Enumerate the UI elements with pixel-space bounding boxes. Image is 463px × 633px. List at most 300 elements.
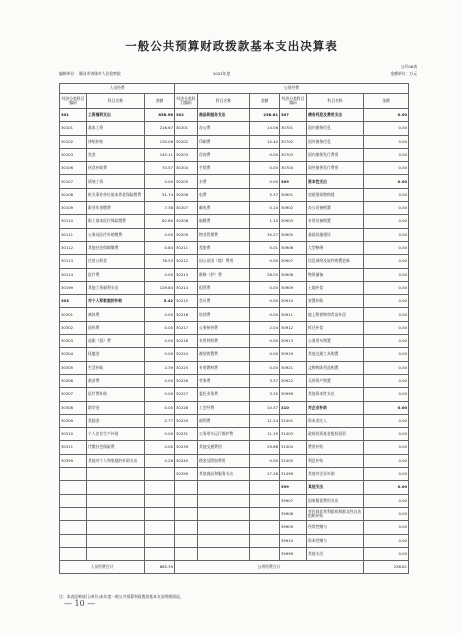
cell-item-name-3: 拆迁补偿	[307, 321, 364, 334]
cell-econ-code-2	[175, 507, 198, 520]
cell-econ-code	[60, 521, 87, 534]
cell-amount-3: 0.00	[364, 268, 409, 281]
cell-amount: 0.00	[145, 321, 175, 334]
cell-amount-3: 0.00	[364, 534, 409, 547]
cell-amount: 130.08	[145, 135, 175, 148]
cell-item-name: 其他对个人和家庭的补助支出	[87, 454, 145, 467]
cell-econ-code-3: 307	[280, 109, 307, 122]
table-row	[60, 468, 409, 481]
cell-amount-3: 0.00	[364, 162, 409, 175]
cell-econ-code-3: 39999	[280, 547, 307, 560]
cell-item-name-2: 印刷费	[198, 135, 250, 148]
public-total-label: 公用经费合计	[175, 561, 364, 574]
cell-amount-2: 3.37	[250, 374, 280, 387]
cell-econ-code-3: 30913	[280, 335, 307, 348]
cell-econ-code-2: 30213	[175, 268, 198, 281]
page-number: — 10 —	[64, 599, 96, 608]
cell-amount-2: 14.06	[250, 122, 280, 135]
cell-amount: 129.84	[145, 281, 175, 294]
table-row	[60, 348, 409, 361]
cell-item-name-3: 国内债务付息	[307, 122, 364, 135]
header-public: 公用经费	[175, 84, 409, 94]
cell-item-name-3: 无形资产购置	[307, 374, 364, 387]
personnel-total-value: 865.39	[145, 561, 175, 574]
cell-item-name-2: 电费	[198, 188, 250, 201]
cell-amount-2	[250, 534, 280, 547]
cell-econ-code-2: 30205	[175, 175, 198, 188]
cell-econ-code-2: 30227	[175, 388, 198, 401]
cell-item-name-3: 利息补贴	[307, 454, 364, 467]
cell-econ-code-3: 30922	[280, 374, 307, 387]
header-amount-3: 金额	[364, 94, 409, 109]
totals-row	[60, 561, 409, 574]
cell-amount-2: 0.00	[250, 348, 280, 361]
table-row	[60, 281, 409, 294]
table-row	[60, 507, 409, 520]
cell-econ-code-2: 30239	[175, 441, 198, 454]
cell-econ-code-2: 30231	[175, 428, 198, 441]
cell-econ-code-2: 30202	[175, 135, 198, 148]
cell-item-name: 伙食补助费	[87, 162, 145, 175]
cell-amount-2: 238.81	[250, 109, 280, 122]
cell-amount-3: 0.00	[364, 547, 409, 560]
cell-econ-code: 30107	[60, 175, 87, 188]
cell-item-name-3: 土地补偿	[307, 281, 364, 294]
cell-amount: 62.80	[145, 215, 175, 228]
cell-amount-3: 0.00	[364, 188, 409, 201]
cell-amount-3: 0.00	[364, 454, 409, 467]
cell-amount-3: 0.00	[364, 255, 409, 268]
cell-item-name: 医疗费	[87, 268, 145, 281]
cell-econ-code-3: 39907	[280, 494, 307, 507]
cell-econ-code: 30399	[60, 454, 87, 467]
cell-econ-code: 30109	[60, 202, 87, 215]
unit-label: 金额单位：万元	[390, 71, 417, 76]
cell-econ-code: 30114	[60, 268, 87, 281]
org-label: 编制单位：	[59, 71, 78, 76]
cell-item-name-3: 房屋建筑物购建	[307, 188, 364, 201]
cell-econ-code-2	[175, 481, 198, 494]
cell-econ-code-2: 30211	[175, 241, 198, 254]
cell-amount-3: 0.00	[364, 335, 409, 348]
cell-item-name: 奖金	[87, 148, 145, 161]
cell-econ-code-3: 30921	[280, 361, 307, 374]
cell-amount: 78.53	[145, 255, 175, 268]
cell-amount-2: 0.00	[250, 454, 280, 467]
cell-amount: 0.84	[145, 241, 175, 254]
cell-item-name-2: 差旅费	[198, 241, 250, 254]
cell-item-name: 抚恤金	[87, 348, 145, 361]
cell-amount-2: 0.00	[250, 162, 280, 175]
cell-econ-code-3: 30902	[280, 202, 307, 215]
table-row	[60, 215, 409, 228]
cell-econ-code-2: 302	[175, 109, 198, 122]
cell-econ-code	[60, 547, 87, 560]
cell-econ-code: 30108	[60, 188, 87, 201]
cell-amount: 7.38	[145, 202, 175, 215]
cell-item-name: 对个人和家庭的补助	[87, 295, 145, 308]
header-econ-code-2: 经济分类科目编码	[280, 94, 307, 109]
cell-econ-code	[60, 507, 87, 520]
cell-econ-code-2: 30240	[175, 454, 198, 467]
cell-econ-code: 30303	[60, 335, 87, 348]
cell-amount	[145, 507, 175, 520]
cell-amount-3: 0.00	[364, 109, 409, 122]
cell-econ-code: 30103	[60, 148, 87, 161]
cell-amount-3: 0.00	[364, 321, 409, 334]
cell-item-name: 住房公积金	[87, 255, 145, 268]
report-year: 2022年度	[213, 71, 231, 76]
cell-amount-2: 10.40	[250, 135, 280, 148]
cell-item-name-2: 租赁费	[198, 281, 250, 294]
table-row	[60, 428, 409, 441]
table-row	[60, 295, 409, 308]
cell-item-name: 公务员医疗补助缴费	[87, 228, 145, 241]
cell-item-name	[87, 507, 145, 520]
cell-econ-code: 30310	[60, 428, 87, 441]
cell-econ-code-3: 39908	[280, 507, 307, 520]
cell-econ-code-3: 30909	[280, 281, 307, 294]
cell-econ-code-2: 30204	[175, 162, 198, 175]
cell-amount	[145, 481, 175, 494]
cell-item-name: 机关事业单位基本养老保险缴费	[87, 188, 145, 201]
table-row	[60, 162, 409, 175]
cell-econ-code-2	[175, 494, 198, 507]
cell-econ-code-2: 30216	[175, 308, 198, 321]
cell-item-name-2: 维修（护）费	[198, 268, 250, 281]
cell-econ-code-2: 30207	[175, 202, 198, 215]
cell-item-name-2	[198, 494, 250, 507]
cell-econ-code: 30199	[60, 281, 87, 294]
public-total-value: 238.81	[364, 561, 409, 574]
cell-item-name-2: 会议费	[198, 295, 250, 308]
cell-econ-code-3: 31003	[280, 428, 307, 441]
cell-item-name-2: 办公费	[198, 122, 250, 135]
table-row	[60, 188, 409, 201]
cell-item-name-2: 其他交通费用	[198, 441, 250, 454]
cell-econ-code-3: 30999	[280, 388, 307, 401]
cell-item-name	[87, 534, 145, 547]
cell-item-name-3: 其他对企业补助	[307, 468, 364, 481]
table-row	[60, 241, 409, 254]
cell-item-name: 其他社会保障缴费	[87, 241, 145, 254]
cell-econ-code-3: 30919	[280, 348, 307, 361]
cell-amount-2: 0.00	[250, 255, 280, 268]
table-row	[60, 321, 409, 334]
cell-amount: 858.98	[145, 109, 175, 122]
cell-amount-2: 0.00	[250, 148, 280, 161]
cell-econ-code-2: 30226	[175, 374, 198, 387]
cell-item-name-2	[198, 507, 250, 520]
cell-item-name-3: 费用补贴	[307, 441, 364, 454]
table-row	[60, 308, 409, 321]
table-row	[60, 202, 409, 215]
cell-amount-3: 0.00	[364, 388, 409, 401]
cell-amount-3: 0.00	[364, 348, 409, 361]
table-row	[60, 388, 409, 401]
cell-item-name-2: 被装购置费	[198, 348, 250, 361]
cell-amount-3: 0.00	[364, 468, 409, 481]
cell-item-name-2: 咨询费	[198, 148, 250, 161]
cell-item-name: 助学金	[87, 401, 145, 414]
cell-amount-3: 0.00	[364, 228, 409, 241]
cell-amount-2: 11.24	[250, 414, 280, 427]
cell-amount-3: 0.00	[364, 428, 409, 441]
cell-econ-code-3: 399	[280, 481, 307, 494]
cell-item-name-2: 公务用车运行维护费	[198, 428, 250, 441]
cell-amount: 0.00	[145, 441, 175, 454]
cell-item-name: 离休费	[87, 308, 145, 321]
personnel-total-label: 人员经费合计	[60, 561, 145, 574]
cell-amount: 0.00	[145, 335, 175, 348]
cell-econ-code: 30101	[60, 122, 87, 135]
expenditure-table	[59, 83, 409, 574]
cell-econ-code-3: 30701	[280, 122, 307, 135]
cell-item-name-3: 国外债务付息	[307, 135, 364, 148]
table-row	[60, 547, 409, 560]
cell-item-name-2: 工会经费	[198, 401, 250, 414]
table-row	[60, 374, 409, 387]
header-amount: 金额	[145, 94, 175, 109]
cell-item-name	[87, 494, 145, 507]
cell-amount-2: 10.37	[250, 401, 280, 414]
cell-amount-3: 0.00	[364, 215, 409, 228]
cell-item-name-2: 手续费	[198, 162, 250, 175]
header-econ-code: 经济分类科目编码	[60, 94, 87, 109]
cell-item-name: 奖励金	[87, 414, 145, 427]
cell-amount	[145, 468, 175, 481]
cell-amount-2: 0.00	[250, 281, 280, 294]
table-row	[60, 481, 409, 494]
cell-amount: 70.57	[145, 162, 175, 175]
cell-amount-2	[250, 507, 280, 520]
cell-item-name-3: 办公设备购置	[307, 202, 364, 215]
cell-amount-3: 0.00	[364, 414, 409, 427]
cell-econ-code: 30311	[60, 441, 87, 454]
header-row-1	[60, 84, 409, 94]
cell-econ-code: 303	[60, 295, 87, 308]
cell-amount-3: 0.00	[364, 135, 409, 148]
cell-amount: 2.77	[145, 414, 175, 427]
cell-amount-3: 0.00	[364, 202, 409, 215]
cell-amount-2: 0.10	[250, 202, 280, 215]
cell-econ-code-2: 30224	[175, 348, 198, 361]
cell-amount: 0.00	[145, 268, 175, 281]
table-row	[60, 135, 409, 148]
cell-amount-2: 0.00	[250, 295, 280, 308]
cell-econ-code: 30110	[60, 215, 87, 228]
cell-amount: 216.67	[145, 122, 175, 135]
cell-amount: 0.00	[145, 388, 175, 401]
cell-econ-code-3: 30905	[280, 228, 307, 241]
cell-item-name-3: 国外债务发行费用	[307, 162, 364, 175]
cell-amount: 0.00	[145, 374, 175, 387]
cell-amount-3: 0.00	[364, 308, 409, 321]
cell-econ-code-3: 30910	[280, 295, 307, 308]
table-row	[60, 122, 409, 135]
cell-item-name: 退休费	[87, 321, 145, 334]
cell-econ-code	[60, 481, 87, 494]
cell-econ-code: 301	[60, 109, 87, 122]
cell-item-name-2: 因公出国（境）费用	[198, 255, 250, 268]
cell-econ-code-2	[175, 534, 198, 547]
report-title: 一般公共预算财政拨款基本支出决算表	[125, 39, 338, 53]
cell-econ-code-3: 30903	[280, 215, 307, 228]
cell-econ-code-2: 30201	[175, 122, 198, 135]
cell-item-name: 个人农业生产补贴	[87, 428, 145, 441]
cell-amount: 0.00	[145, 428, 175, 441]
cell-econ-code-2	[175, 547, 198, 560]
cell-amount: 0.00	[145, 228, 175, 241]
cell-amount-3: 0.00	[364, 295, 409, 308]
cell-econ-code	[60, 534, 87, 547]
cell-econ-code-3: 30908	[280, 268, 307, 281]
cell-item-name-3: 公务用车购置	[307, 335, 364, 348]
cell-item-name	[87, 481, 145, 494]
header-item-name-3: 科目名称	[307, 94, 364, 109]
cell-econ-code: 30307	[60, 388, 87, 401]
cell-item-name-2: 税金及附加费用	[198, 454, 250, 467]
cell-item-name-3: 其他交通工具购置	[307, 348, 364, 361]
table-row	[60, 175, 409, 188]
cell-econ-code: 30309	[60, 414, 87, 427]
cell-econ-code	[60, 494, 87, 507]
cell-amount: 5.42	[145, 295, 175, 308]
cell-item-name: 救济费	[87, 374, 145, 387]
cell-econ-code: 30111	[60, 228, 87, 241]
cell-item-name-3: 物资储备	[307, 268, 364, 281]
cell-econ-code: 30306	[60, 374, 87, 387]
cell-econ-code-3: 31001	[280, 414, 307, 427]
cell-amount-3: 0.00	[364, 175, 409, 188]
cell-amount	[145, 521, 175, 534]
cell-econ-code	[60, 468, 87, 481]
cell-amount-3: 0.00	[364, 361, 409, 374]
cell-item-name	[87, 521, 145, 534]
cell-item-name-2: 物业管理费	[198, 228, 250, 241]
cell-econ-code-3: 31004	[280, 441, 307, 454]
cell-amount-2	[250, 547, 280, 560]
cell-amount-2: 0.00	[250, 175, 280, 188]
cell-amount-3: 0.00	[364, 507, 409, 520]
cell-amount: 0.00	[145, 308, 175, 321]
cell-amount-2	[250, 521, 280, 534]
cell-amount: 0.00	[145, 348, 175, 361]
cell-amount-2: 28.05	[250, 268, 280, 281]
cell-item-name-2: 商品和服务支出	[198, 109, 250, 122]
cell-econ-code-3: 39910	[280, 534, 307, 547]
cell-econ-code-3: 30702	[280, 135, 307, 148]
cell-item-name: 工资福利支出	[87, 109, 145, 122]
table-row	[60, 534, 409, 547]
cell-amount	[145, 494, 175, 507]
table-row	[60, 148, 409, 161]
cell-econ-code: 30112	[60, 241, 87, 254]
cell-econ-code-2: 30209	[175, 228, 198, 241]
cell-econ-code: 30301	[60, 308, 87, 321]
cell-amount-2: 1.10	[250, 215, 280, 228]
cell-econ-code-3: 31005	[280, 454, 307, 467]
cell-item-name-2: 取暖费	[198, 215, 250, 228]
cell-econ-code-3: 30703	[280, 148, 307, 161]
cell-item-name: 退职（役）费	[87, 335, 145, 348]
table-row	[60, 521, 409, 534]
cell-item-name-3: 安置补助	[307, 295, 364, 308]
table-row	[60, 414, 409, 427]
cell-item-name-2	[198, 534, 250, 547]
cell-item-name-3: 其他支出	[307, 481, 364, 494]
cell-item-name-2: 福利费	[198, 414, 250, 427]
cell-amount-3: 0.00	[364, 241, 409, 254]
table-row	[60, 228, 409, 241]
table-row	[60, 109, 409, 122]
cell-item-name: 绩效工资	[87, 175, 145, 188]
cell-amount-3: 0.00	[364, 441, 409, 454]
cell-item-name	[87, 547, 145, 560]
cell-item-name-2	[198, 521, 250, 534]
cell-econ-code-3: 30907	[280, 255, 307, 268]
cell-item-name: 生活补助	[87, 361, 145, 374]
cell-amount	[145, 534, 175, 547]
cell-item-name-3: 国内债务发行费用	[307, 148, 364, 161]
cell-item-name	[87, 468, 145, 481]
cell-econ-code-2	[175, 521, 198, 534]
table-row	[60, 361, 409, 374]
cell-amount: 2.39	[145, 361, 175, 374]
table-row	[60, 401, 409, 414]
cell-item-name-3: 政府投资基金股权投资	[307, 428, 364, 441]
cell-item-name: 代缴社会保险费	[87, 441, 145, 454]
cell-econ-code-2: 30206	[175, 188, 198, 201]
cell-econ-code-3: 30906	[280, 241, 307, 254]
cell-econ-code: 30106	[60, 162, 87, 175]
table-row	[60, 335, 409, 348]
cell-amount: 0.26	[145, 454, 175, 467]
cell-econ-code-3: 30704	[280, 162, 307, 175]
cell-amount-2: 35.27	[250, 228, 280, 241]
header-gov-econ-code: 经济分类科目编码	[175, 94, 198, 109]
header-personnel: 人员经费	[60, 84, 175, 94]
cell-item-name-3: 基础设施建设	[307, 228, 364, 241]
cell-item-name-2: 培训费	[198, 308, 250, 321]
header-row-2	[60, 94, 409, 109]
cell-econ-code-2: 30215	[175, 295, 198, 308]
cell-amount-3: 0.00	[364, 374, 409, 387]
cell-item-name-2: 公务接待费	[198, 321, 250, 334]
table-row	[60, 454, 409, 467]
cell-item-name: 职工基本医疗保险缴费	[87, 215, 145, 228]
cell-econ-code-3: 31099	[280, 468, 307, 481]
cell-amount: 51.74	[145, 188, 175, 201]
cell-amount-3: 0.00	[364, 148, 409, 161]
cell-item-name-2: 专用燃料费	[198, 361, 250, 374]
cell-econ-code-2: 30217	[175, 321, 198, 334]
cell-amount-3: 0.00	[364, 401, 409, 414]
cell-item-name-2	[198, 547, 250, 560]
cell-amount	[145, 547, 175, 560]
cell-item-name-3: 资本性支出	[307, 175, 364, 188]
cell-econ-code-3: 30911	[280, 308, 307, 321]
cell-econ-code-2: 30225	[175, 361, 198, 374]
cell-amount: 145.11	[145, 148, 175, 161]
cell-amount-2: 29.68	[250, 441, 280, 454]
cell-amount-2: 27.28	[250, 468, 280, 481]
cell-amount-2: 0.00	[250, 335, 280, 348]
cell-item-name-3: 信息网络及软件购置更新	[307, 255, 364, 268]
cell-econ-code-2: 30228	[175, 401, 198, 414]
cell-econ-code: 30102	[60, 135, 87, 148]
cell-econ-code-3: 39909	[280, 521, 307, 534]
